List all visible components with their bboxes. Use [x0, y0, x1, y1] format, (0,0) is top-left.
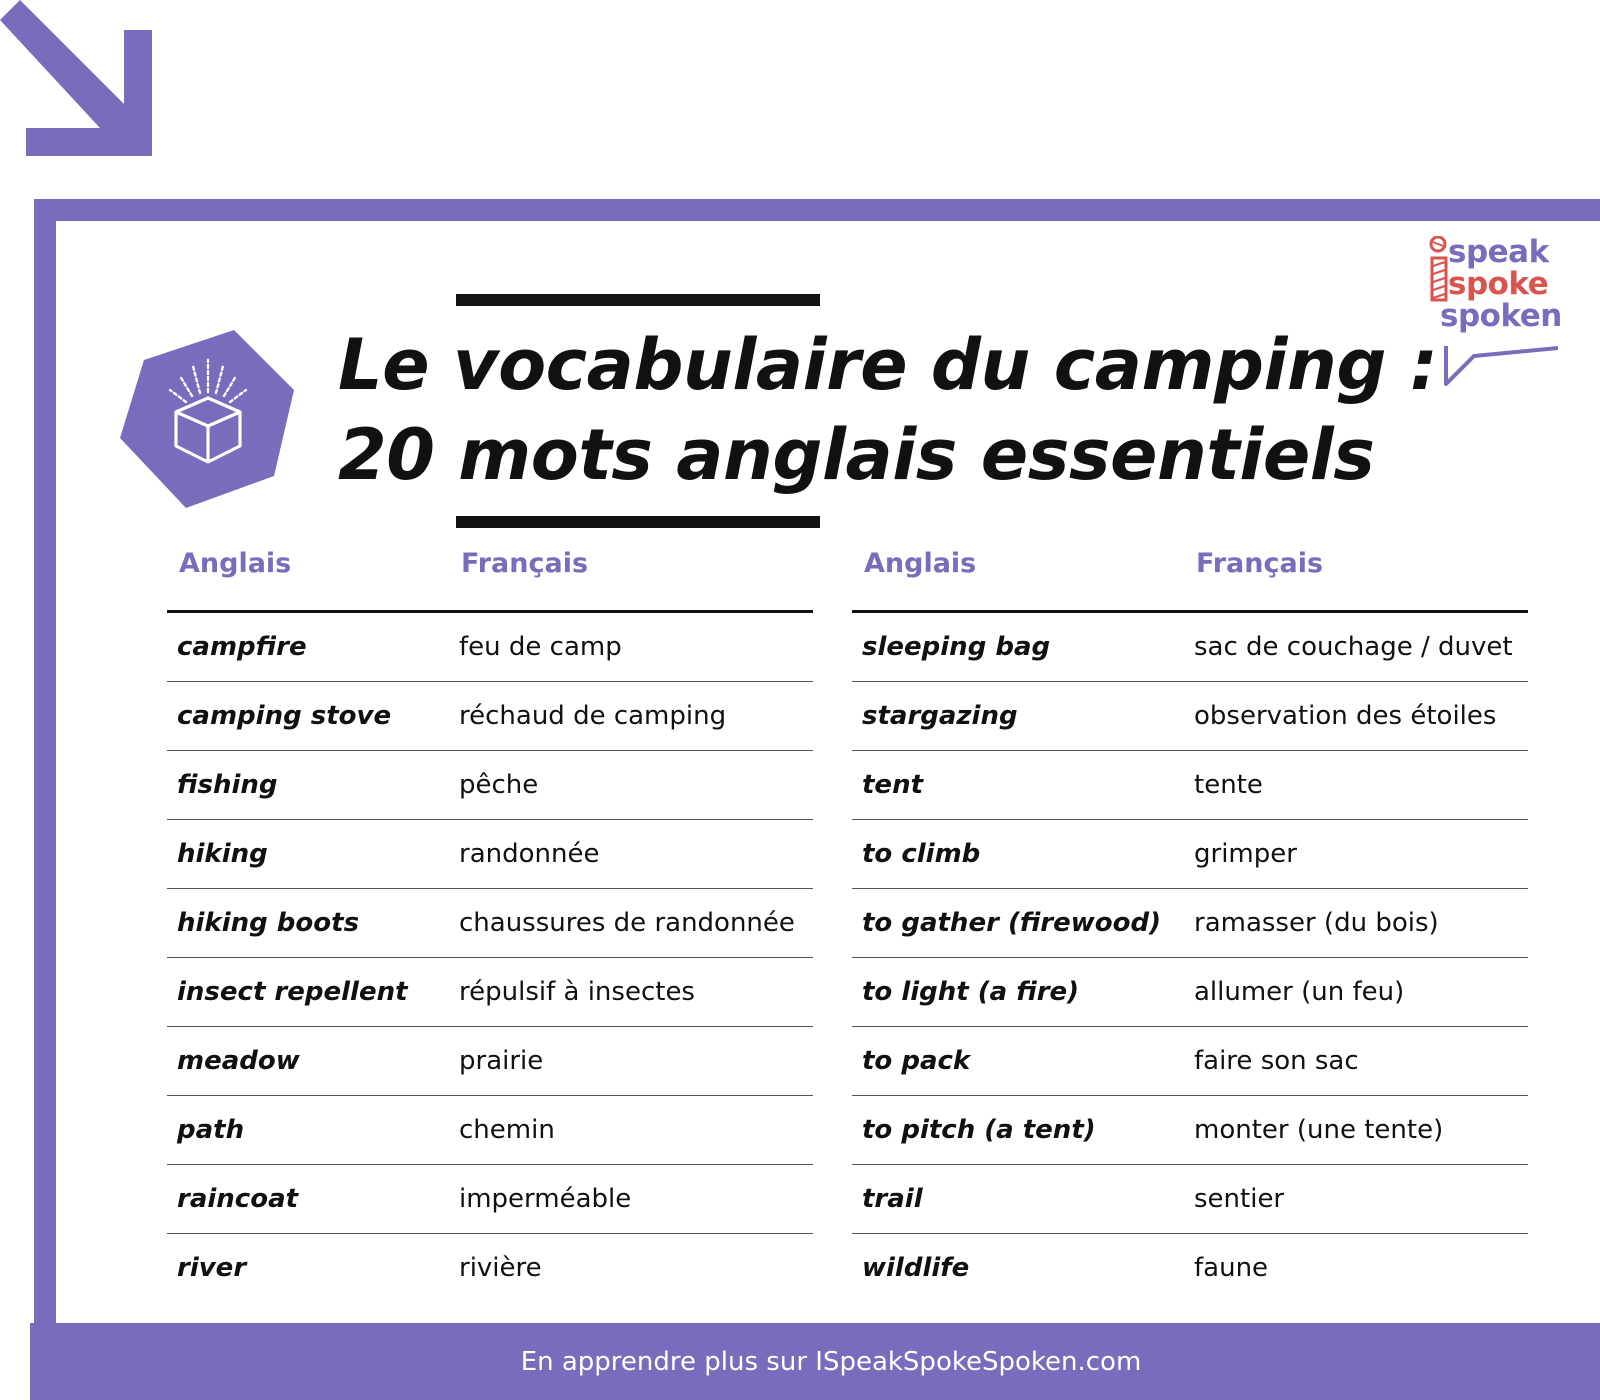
english-term: raincoat: [167, 1165, 449, 1234]
table-row: [852, 820, 1528, 889]
footer-banner: [30, 1323, 1600, 1400]
title-top-bar: [456, 294, 820, 306]
english-term: campfire: [167, 612, 449, 682]
vocabulary-table-right: [852, 548, 1528, 1302]
english-term: to gather (firewood): [852, 889, 1184, 958]
french-translation: allumer (un feu): [1184, 958, 1528, 1027]
english-term: camping stove: [167, 682, 449, 751]
french-translation: faire son sac: [1184, 1027, 1528, 1096]
french-translation: pêche: [449, 751, 813, 820]
french-translation: faune: [1194, 1253, 1269, 1283]
table-row: [852, 1165, 1528, 1234]
french-translation: imperméable: [449, 1165, 813, 1234]
table-header-row: [852, 548, 1528, 612]
table-row: [852, 889, 1528, 958]
french-translation: feu de camp: [449, 612, 813, 682]
english-term: meadow: [167, 1027, 449, 1096]
english-term: hiking boots: [167, 889, 449, 958]
french-translation: randonnée: [449, 820, 813, 889]
french-translation: grimper: [1184, 820, 1528, 889]
table-row: [852, 958, 1528, 1027]
column-header-french: Français: [449, 548, 813, 612]
english-term: insect repellent: [167, 958, 449, 1027]
column-header-english: Anglais: [167, 548, 449, 612]
table-row: [852, 1027, 1528, 1096]
page-title-line-2: 20 mots anglais essentiels: [338, 414, 1375, 496]
english-term: path: [167, 1096, 449, 1165]
english-term: to pitch (a tent): [852, 1096, 1184, 1165]
table-row: [167, 1096, 813, 1165]
english-term: river: [177, 1253, 247, 1283]
french-translation: rivière: [459, 1253, 542, 1283]
arrow-down-right-icon: [0, 0, 160, 160]
french-translation: monter (une tente): [1184, 1096, 1528, 1165]
english-term: to pack: [852, 1027, 1184, 1096]
table-row: [167, 1165, 813, 1234]
table-row: [852, 682, 1528, 751]
page-title-line-1: Le vocabulaire du camping :: [338, 324, 1438, 406]
table-row: [167, 958, 813, 1027]
english-term: trail: [852, 1165, 1184, 1234]
table-row: [852, 612, 1528, 682]
table-row: [167, 820, 813, 889]
footer-link-text[interactable]: En apprendre plus sur ISpeakSpokeSpoken.com: [520, 1346, 1142, 1377]
logo-word-spoke: spoke: [1448, 266, 1549, 302]
table-row: [167, 612, 813, 682]
english-term: sleeping bag: [852, 612, 1184, 682]
english-term: wildlife: [862, 1253, 970, 1283]
english-term: to climb: [852, 820, 1184, 889]
table-row: [852, 1096, 1528, 1165]
french-translation: sac de couchage / duvet: [1184, 612, 1528, 682]
french-translation: réchaud de camping: [449, 682, 813, 751]
table-header-row: [167, 548, 813, 612]
logo-word-speak: speak: [1448, 234, 1549, 270]
title-bottom-bar: [456, 516, 820, 528]
french-translation: sentier: [1184, 1165, 1528, 1234]
french-translation: chemin: [449, 1096, 813, 1165]
french-translation: ramasser (du bois): [1184, 889, 1528, 958]
table-row: [167, 751, 813, 820]
logo-letter-i-icon: [1426, 236, 1450, 304]
english-term: hiking: [167, 820, 449, 889]
english-term: tent: [852, 751, 1184, 820]
table-row: [167, 889, 813, 958]
page-title: [338, 320, 1438, 500]
french-translation: tente: [1184, 751, 1528, 820]
table-row: [167, 682, 813, 751]
french-translation: prairie: [449, 1027, 813, 1096]
table-row: [167, 1027, 813, 1096]
table-row: [852, 751, 1528, 820]
brand-logo: [1426, 236, 1562, 392]
english-term: fishing: [167, 751, 449, 820]
french-translation: répulsif à insectes: [449, 958, 813, 1027]
vocabulary-table-left: [167, 548, 813, 1302]
table-row: [852, 1234, 1528, 1303]
english-term: stargazing: [852, 682, 1184, 751]
open-box-icon: [116, 326, 298, 512]
column-header-english: Anglais: [852, 548, 1184, 612]
speech-bubble-tail-icon: [1442, 344, 1562, 388]
french-translation: observation des étoiles: [1184, 682, 1528, 751]
column-header-french: Français: [1184, 548, 1528, 612]
logo-word-spoken: spoken: [1440, 298, 1562, 334]
english-term: to light (a fire): [852, 958, 1184, 1027]
french-translation: chaussures de randonnée: [449, 889, 813, 958]
table-row: [167, 1234, 813, 1303]
